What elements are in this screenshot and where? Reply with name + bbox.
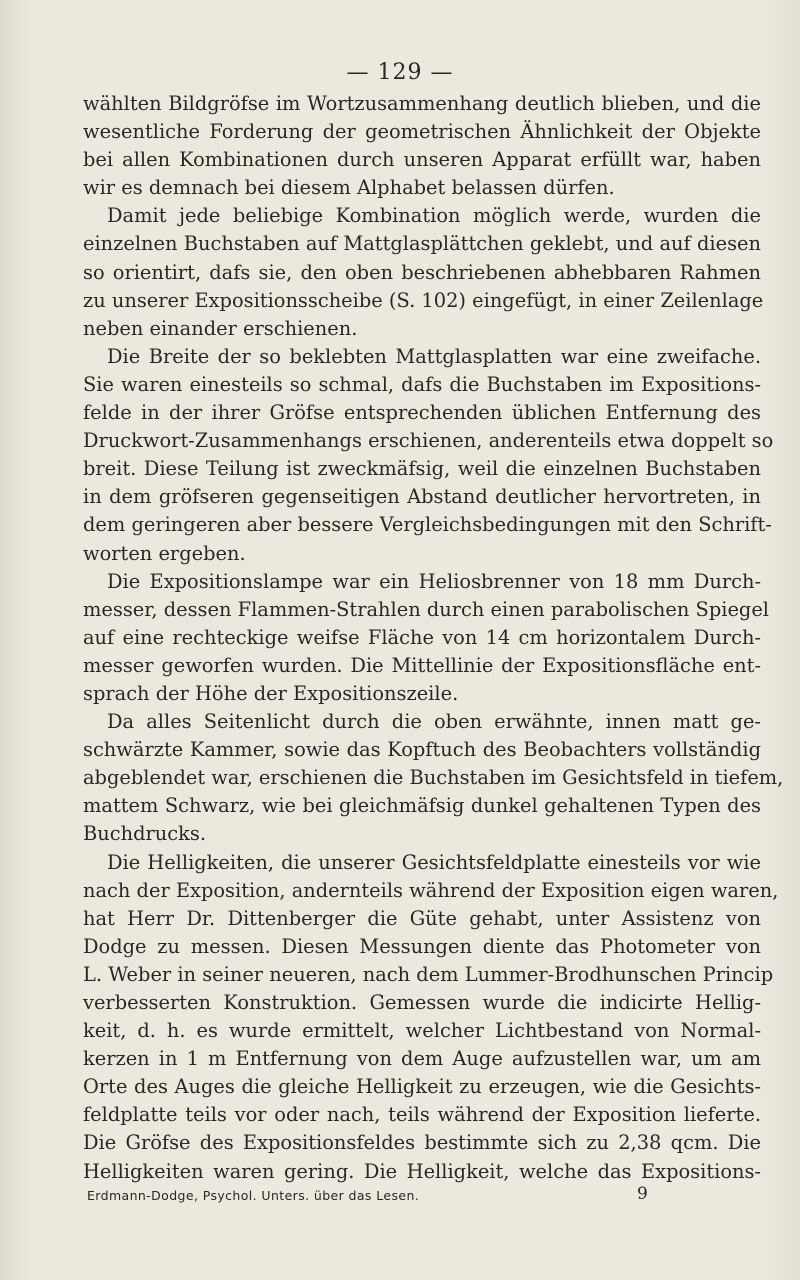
text-line: Buchdrucks. bbox=[83, 822, 206, 846]
text-line: breit. Diese Teilung ist zweckmäfsig, weil die einzelnen Buchstaben bbox=[83, 457, 761, 481]
text-line: dem geringeren aber bessere Vergleichsbedingungen mit den Schrift- bbox=[83, 513, 772, 537]
text-line: kerzen in 1 m Entfernung von dem Auge aufzustellen war, um am bbox=[83, 1047, 761, 1071]
text-line: auf eine rechteckige weifse Fläche von 14 cm horizontalem Durch- bbox=[83, 625, 761, 649]
text-line: mattem Schwarz, wie bei gleichmäfsig dunkel gehaltenen Typen des bbox=[83, 794, 761, 818]
text-line: Dodge zu messen. Diesen Messungen diente das Photometer von bbox=[83, 934, 761, 958]
text-line: Die Helligkeiten, die unserer Gesichtsfeldplatte einesteils vor wie bbox=[107, 850, 761, 874]
text-line: Da alles Seitenlicht durch die oben erwähnte, innen matt ge- bbox=[107, 710, 761, 734]
text-line: in dem gröfseren gegenseitigen Abstand deutlicher hervortreten, in bbox=[83, 485, 761, 509]
page-number: — 129 — bbox=[346, 60, 454, 85]
text-line: nach der Exposition, andernteils während der Exposition eigen waren, bbox=[83, 878, 779, 902]
body-text bbox=[83, 90, 784, 1186]
signature-mark: 9 bbox=[637, 1184, 648, 1204]
text-line: einzelnen Buchstaben auf Mattglasplättchen geklebt, und auf diesen bbox=[83, 232, 761, 256]
text-line: zu unserer Expositionsscheibe (S. 102) eingefügt, in einer Zeilenlage bbox=[83, 288, 764, 312]
text-line: Sie waren einesteils so schmal, dafs die Buchstaben im Expositions- bbox=[83, 372, 761, 396]
text-line: so orientirt, dafs sie, den oben beschriebenen abhebbaren Rahmen bbox=[83, 260, 761, 284]
text-line: Druckwort-Zusammenhangs erschienen, anderenteils etwa doppelt so bbox=[83, 429, 774, 453]
text-line: keit, d. h. es wurde ermittelt, welcher Lichtbestand von Normal- bbox=[83, 1019, 761, 1043]
text-line: messer geworfen wurden. Die Mittellinie der Expositionsfläche ent- bbox=[83, 653, 761, 677]
text-line: feldplatte teils vor oder nach, teils während der Exposition lieferte. bbox=[83, 1103, 761, 1127]
text-line: Die Expositionslampe war ein Heliosbrenner von 18 mm Durch- bbox=[107, 569, 761, 593]
text-line: Damit jede beliebige Kombination möglich werde, wurden die bbox=[107, 204, 761, 228]
text-line: hat Herr Dr. Dittenberger die Güte gehabt, unter Assistenz von bbox=[83, 906, 761, 930]
text-line: messer, dessen Flammen-Strahlen durch einen parabolischen Spiegel bbox=[83, 597, 770, 621]
text-line: neben einander erschienen. bbox=[83, 316, 358, 340]
text-line: Helligkeiten waren gering. Die Helligkeit, welche das Expositions- bbox=[83, 1159, 761, 1183]
text-line: felde in der ihrer Gröfse entsprechenden üblichen Entfernung des bbox=[83, 401, 761, 425]
running-footer: Erdmann-Dodge, Psychol. Unters. über das Lesen. bbox=[87, 1188, 420, 1203]
text-line: Die Breite der so beklebten Mattglasplatten war eine zweifache. bbox=[107, 344, 761, 368]
text-line: sprach der Höhe der Expositionszeile. bbox=[83, 681, 459, 705]
text-line: wesentliche Forderung der geometrischen Ähnlichkeit der Objekte bbox=[83, 120, 761, 144]
text-line: L. Weber in seiner neueren, nach dem Lummer-Brodhunschen Princip bbox=[83, 962, 774, 986]
text-line: Orte des Auges die gleiche Helligkeit zu erzeugen, wie die Gesichts- bbox=[83, 1075, 761, 1099]
text-line: Die Gröfse des Expositionsfeldes bestimmte sich zu 2,38 qcm. Die bbox=[83, 1131, 761, 1155]
text-line: schwärzte Kammer, sowie das Kopftuch des Beobachters vollständig bbox=[83, 738, 761, 762]
text-line: worten ergeben. bbox=[83, 541, 246, 565]
text-line: wählten Bildgröfse im Wortzusammenhang deutlich blieben, und die bbox=[83, 92, 761, 115]
text-line: bei allen Kombinationen durch unseren Apparat erfüllt war, haben bbox=[83, 148, 761, 172]
text-line: wir es demnach bei diesem Alphabet belassen dürfen. bbox=[83, 176, 615, 200]
text-line: verbesserten Konstruktion. Gemessen wurde die indicirte Hellig- bbox=[83, 991, 761, 1014]
text-line: abgeblendet war, erschienen die Buchstaben im Gesichtsfeld in tiefem, bbox=[83, 766, 784, 790]
